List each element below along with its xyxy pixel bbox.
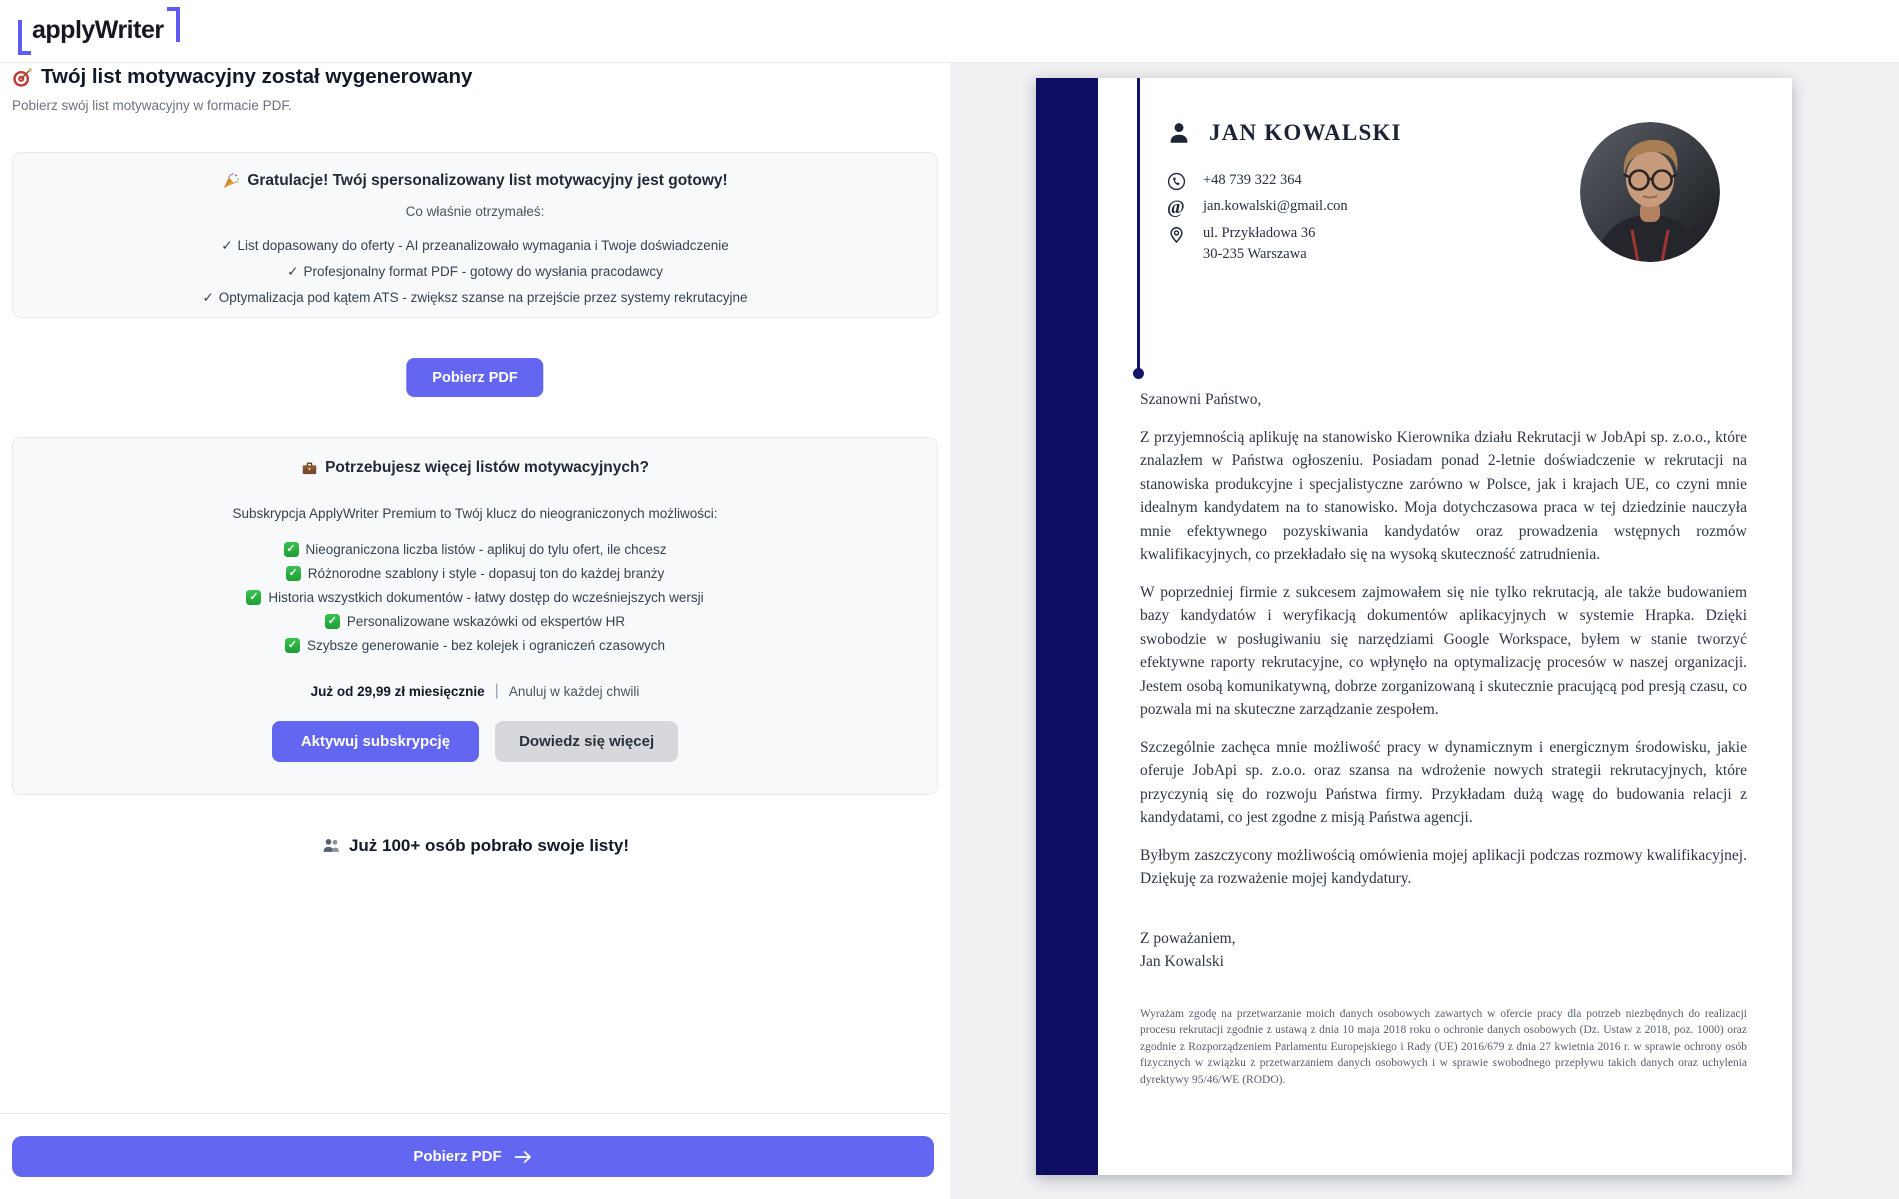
email-at-icon: @ [1167,197,1185,218]
letter-paragraph: Byłbym zaszczycony możliwością omówienia mojej aplikacji podczas rozmowy kwalifikacyjnej. Dziękuję za rozważenie mojej kandydatury. [1140,846,1747,887]
check-icon: ✓ [221,238,233,253]
logo-bracket-right-icon [167,7,180,42]
rodo-clause: Wyrażam zgodę na przetwarzanie moich danych osobowych zawartych w ofercie pracy dla potrzeb niezbędnych do realizacji procesu rekrutacji zgodnie z ustawą z dnia 10 maja 2018 roku o ochronie danych osobowych (Dz. Ustaw z 2018, poz. 1000) oraz zgodnie z Rozporządzeniem Parlamentu Europejskiego i Rady (UE) 2016/679 z dnia 27 kwietnia 2016 r. w sprawie ochrony osób fizycznych w związku z przetwarzaniem danych osobowych i w sprawie swobodnego przepływu takich danych oraz uchylenia dyrektywy 95/46/WE (RODO). [1140,1007,1747,1086]
header [0,0,1899,63]
pricing-row [43,682,907,700]
header-divider-dot [1133,368,1144,379]
target-icon [12,67,33,88]
premium-box [12,437,938,795]
congrats-title: Gratulacje! Twój spersonalizowany list motywacyjny jest gotowy! [43,172,907,190]
green-checkbox-icon: ✓ [286,566,301,581]
congrats-box [12,152,938,318]
footer-divider [0,1113,949,1114]
letter-paragraph: Z przyjemnością aplikuję na stanowisko Kierownika działu Rekrutacji w JobApi sp. z.o.o., które znalazłem w Państwa ogłoszeniu. Posiadam ponad 2-letnie doświadczenie w rekrutacji na stanowiska produkcyjne i specjalistyczne zarówno w Polsce, jak i krajach UE, co czyni mnie idealnym kandydatem na to stanowisko. Moja dotychczasowa praca w tej dziedzinie nauczyła mnie efektywnego pozyskiwania kandydatów oraz prowadzenia wstępnych rozmów kwalifikacyjnych, co przekładało się na wysoką skuteczność zatrudnienia. [1140,428,1747,563]
congrats-subtitle: Co właśnie otrzymałeś: [405,204,545,219]
activate-subscription-button[interactable]: Aktywuj subskrypcję [272,721,479,762]
pdf-page: JAN KOWALSKI +48 739 322 364 @ jan.kowalski@gmail.con ul. Przykładowa 36 30-235 Warszawa Szanowni Państwo, Z przyjemnością aplikuję na stanowisko Kierownika działu Rekrutacji w JobApi sp. z.o.o., które znalazłem w Państwa ogłoszeniu. Posiadam ponad 2-letnie doświadczenie w rekrutacji na stanowiska produkcyjne i specjalistyczne zarówno w Polsce, jak i krajach UE, co czyni mnie idealnym kandydatem na to stanowisko. Moja dotychczasowa praca w tej dziedzinie nauczyła mnie efektywnego pozyskiwania kandydatów oraz prowadzenia wstępnych rozmów kwalifikacyjnych, co przekładało się na wysoką skuteczność zatrudnienia. W poprzedniej firmie z sukcesem zajmowałem się nie tylko rekrutacją, ale także budowaniem bazy kandydatów i weryfikacją dokumentów aplikacyjnych w systemie Hrapka. Dzięki swobodzie w posługiwaniu się narzędziami Google Workspace, byłem w stanie tworzyć efektywne raporty rekrutacyjne, co wpłynęło na optymalizację procesów w naszej organizacji. Jestem osobą komunikatywną, dobrze zorganizowaną i skutecznie pracującą pod presją czasu, co pozwala mi na skuteczne zarządzanie zespołem. Szczególnie zachęca mnie możliwość pracy w dynamicznym i energicznym środowisku, jakie oferuje JobApi sp. z.o.o. oraz szansa na wdrożenie nowych strategii rekrutacyjnych, które przyczynią się do rozwoju Państwa firmy. Przykładam dużą wagę do budowania relacji z kandydatami, co jest zgodne z misją Państwa agencji. Byłbym zaszczycony możliwością omówienia mojej aplikacji podczas rozmowy kwalifikacyjnej. Dziękuję za rozważenie mojej kandydatury. Z poważaniem, Jan Kowalski Wyrażam zgodę na przetwarzanie moich danych osobowych zawartych w ofercie pracy dla potrzeb niezbędnych do realizacji procesu rekrutacji zgodnie z ustawą z dnia 10 maja 2018 roku o ochronie danych osobowych (Dz. Ustaw z 2018, poz. 1000) oraz zgodnie z Rozporządzeniem Parlamentu Europejskiego i Rady (UE) 2016/679 z dnia 27 kwietnia 2016 r. w sprawie ochrony osób fizycznych w związku z przetwarzaniem danych osobowych i w sprawie swobodnego przepływu takich danych oraz uchylenia dyrektywy 95/46/WE (RODO). [1036,78,1792,1175]
perk-item: ✓ Różnorodne szablony i style - dopasuj ton do każdej branży [286,566,664,581]
premium-title: Potrzebujesz więcej listów motywacyjnych? [43,459,907,477]
pdf-preview-panel [950,63,1899,1199]
check-icon: ✓ [202,290,214,305]
page-subtitle: Pobierz swój list motywacyjny w formacie PDF. [12,98,292,113]
logo-text: applyWriter [32,16,164,44]
download-pdf-footer-button[interactable]: Pobierz PDF [12,1136,934,1177]
left-panel [0,63,950,1199]
perk-item: ✓ Personalizowane wskazówki od ekspertów HR [325,614,625,629]
candidate-photo [1580,122,1720,262]
green-checkbox-icon: ✓ [285,638,300,653]
price-note: Anuluj w każdej chwili [508,683,640,699]
app-logo[interactable] [18,10,180,53]
green-checkbox-icon: ✓ [284,542,299,557]
price-text: Już od 29,99 zł miesięcznie [310,683,485,699]
candidate-header [1166,120,1402,146]
letter-closing: Z poważaniem, Jan Kowalski [1140,927,1747,974]
candidate-name: JAN KOWALSKI [1209,120,1402,145]
feature-item: ✓ Optymalizacja pod kątem ATS - zwiększ szanse na przejście przez systemy rekrutacyjne [202,290,748,305]
page-title: Twój list motywacyjny został wygenerowany [12,65,926,89]
letter-paragraph: Szczególnie zachęca mnie możliwość pracy w dynamicznym i energicznym środowisku, jakie oferuje JobApi sp. z.o.o. oraz szansa na wdrożenie nowych strategii rekrutacyjnych, które przyczynią się do rozwoju Państwa firmy. Przykładam dużą wagę do budowania relacji z kandydatami, co jest zgodne z misją Państwa agencji. [1140,738,1747,826]
green-checkbox-icon: ✓ [325,614,340,629]
feature-item: ✓ List dopasowany do oferty - AI przeanalizowało wymagania i Twoje doświadczenie [221,238,729,253]
learn-more-button[interactable]: Dowiedz się więcej [495,721,678,762]
party-popper-icon [222,172,240,190]
premium-buttons [43,721,907,762]
premium-perk-list [43,542,907,653]
people-icon [321,836,341,856]
feature-item: ✓ Profesjonalny format PDF - gotowy do wysłania pracodawcy [287,264,663,279]
perk-item: ✓ Szybsze generowanie - bez kolejek i ograniczeń czasowych [285,638,665,653]
header-divider-line [1137,78,1140,374]
pricing-divider: | [494,682,499,699]
perk-item: ✓ Nieograniczona liczba listów - aplikuj do tylu ofert, ile chcesz [284,542,667,557]
logo-bracket-left-icon [18,20,31,55]
letter-signature: Jan Kowalski [1140,953,1224,970]
check-icon: ✓ [287,264,299,279]
phone-icon [1167,172,1186,191]
location-pin-icon [1167,225,1186,244]
page-accent-stripe [1036,78,1098,1175]
premium-subtitle: Subskrypcja ApplyWriter Premium to Twój klucz do nieograniczonych możliwości: [232,506,718,521]
arrow-right-icon [513,1149,533,1165]
letter-paragraph: W poprzedniej firmie z sukcesem zajmowałem się nie tylko rekrutacją, ale także budowaniem bazy kandydatów i weryfikacją dokumentów aplikacyjnych w systemie Hrapka. Dzięki swobodzie w posługiwaniu się narzędziami Google Workspace, byłem w stanie tworzyć efektywne raporty rekrutacyjne, co wpłynęło na optymalizację procesów w naszej organizacji. Jestem osobą komunikatywną, dobrze zorganizowaną i skutecznie pracującą pod presją czasu, co pozwala mi na skuteczne zarządzanie zespołem. [1140,583,1747,718]
congrats-feature-list [43,238,907,306]
green-checkbox-icon: ✓ [246,590,261,605]
perk-item: ✓ Historia wszystkich dokumentów - łatwy dostęp do wcześniejszych wersji [246,590,703,605]
letter-body [1140,388,1747,1088]
letter-greeting: Szanowni Państwo, [1140,391,1262,408]
contact-address-line2: 30-235 Warszawa [1203,246,1307,262]
social-proof: Już 100+ osób pobrało swoje listy! [0,836,950,856]
download-pdf-button[interactable]: Pobierz PDF [406,358,543,397]
person-icon [1166,120,1192,146]
briefcase-icon [301,460,318,477]
